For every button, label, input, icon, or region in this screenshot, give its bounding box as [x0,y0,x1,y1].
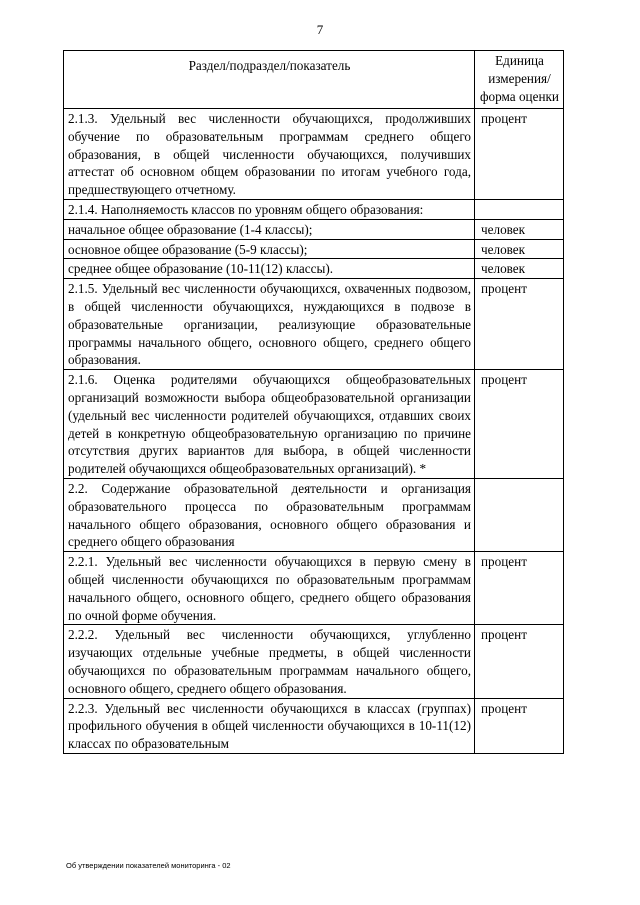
indicator-unit: процент [475,625,564,698]
indicator-text: 2.1.3. Удельный вес численности обучающихся, продолживших обучение по образовательным программам среднего общего образования, в общей численности обучающихся, получивших аттестат об основном общем образовании по итогам учебного года, предшествующего отчетному. [64,109,475,200]
table-row [64,109,564,200]
indicator-unit: процент [475,370,564,479]
indicator-text: начальное общее образование (1-4 классы); [64,219,475,239]
table-row [64,552,564,625]
indicator-unit: человек [475,219,564,239]
indicator-text: 2.1.6. Оценка родителями обучающихся общеобразовательных организаций возможности выбора общеобразовательной организации (удельный вес численности родителей обучающихся, отдавших своих детей в конкретную общеобразовательную организацию по причине отсутствия других вариантов для выбора, в общей численности родителей обучающихся общеобразовательных организаций). * [64,370,475,479]
indicator-unit: процент [475,279,564,370]
indicator-unit: процент [475,698,564,753]
indicator-text: 2.2.3. Удельный вес численности обучающихся в классах (группах) профильного обучения в общей численности обучающихся в 10-11(12) классах по образовательным [64,698,475,753]
page-number: 7 [316,22,324,37]
indicator-text: 2.1.5. Удельный вес численности обучающихся, охваченных подвозом, в общей численности обучающихся, нуждающихся в подвозе в образовательные организации, реализующие образовательные программы начального общего, основного общего, среднего общего образования. [64,279,475,370]
table-row [64,370,564,479]
indicator-text: основное общее образование (5-9 классы); [64,239,475,259]
header-unit: Единица измерения/ форма оценки [475,51,564,109]
indicator-unit [475,478,564,551]
table-header-row [64,51,564,109]
indicators-table [63,50,564,754]
table-row [64,199,564,219]
indicator-unit: процент [475,109,564,200]
indicator-unit [475,199,564,219]
header-section-indicator: Раздел/подраздел/показатель [64,51,475,109]
indicator-text: 2.1.4. Наполняемость классов по уровням общего образования: [64,199,475,219]
indicator-text: 2.2. Содержание образовательной деятельности и организация образовательного процесса по образовательным программам начального общего образования, основного общего образования и среднего общего образования [64,478,475,551]
table-row [64,259,564,279]
table-row [64,625,564,698]
indicator-unit: человек [475,259,564,279]
indicator-text: 2.2.2. Удельный вес численности обучающихся, углубленно изучающих отдельные учебные предметы, в общей численности обучающихся по образовательным программам начального общего, основного общего, среднего общего образования. [64,625,475,698]
table-row [64,279,564,370]
indicator-text: 2.2.1. Удельный вес численности обучающихся в первую смену в общей численности обучающихся по образовательным программам начального общего, основного общего, среднего общего образования по очной форме обучения. [64,552,475,625]
indicator-text: среднее общее образование (10-11(12) классы). [64,259,475,279]
table-row [64,478,564,551]
footer-document-title: Об утверждении показателей мониторинга - 02 [66,861,231,870]
table-row [64,698,564,753]
indicator-unit: процент [475,552,564,625]
indicator-unit: человек [475,239,564,259]
table-row [64,219,564,239]
table-row [64,239,564,259]
